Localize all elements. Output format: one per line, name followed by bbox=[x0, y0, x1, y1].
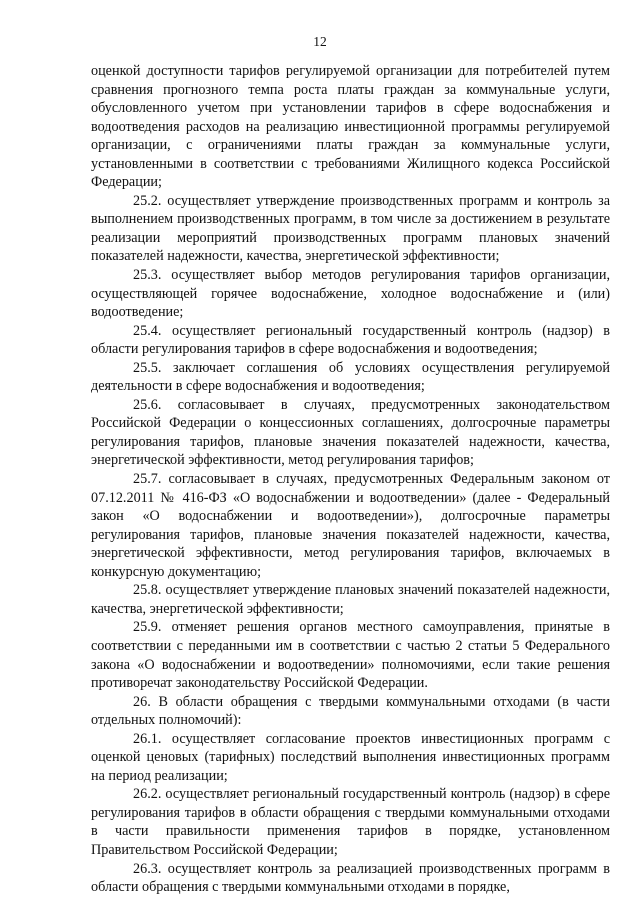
paragraph: 25.8. осуществляет утверждение плановых значений показателей надежности, качества, энергетической эффективности; bbox=[91, 582, 610, 617]
paragraph: 26.3. осуществляет контроль за реализацией производственных программ в области обращения с твердыми коммунальными отходами в порядке, bbox=[91, 860, 610, 896]
paragraph: 26. В области обращения с твердыми коммунальными отходами (в части отдельных полномочий): bbox=[91, 693, 610, 729]
paragraph: 25.4. осуществляет региональный государственный контроль (надзор) в области регулирования тарифов в сфере водоснабжения и водоотведения; bbox=[91, 322, 610, 358]
paragraph: 25.6. согласовывает в случаях, предусмотренных законодательством Российской Федерации о концессионных соглашениях, долгосрочные параметры регулирования тарифов, плановые значения показателей надежности, качества, энергетической эффективности, метод регулирования тарифов; bbox=[91, 396, 610, 469]
document-body bbox=[91, 62, 610, 897]
page-number: 12 bbox=[313, 34, 327, 49]
paragraph: 25.2. осуществляет утверждение производственных программ и контроль за выполнением производственных программ, в том числе за достижением в результате реализации мероприятий производственных программ плановых значений показателей надежности, качества, энергетической эффективности; bbox=[91, 192, 610, 265]
paragraph: 25.9. отменяет решения органов местного самоуправления, принятые в соответствии с переданными им в соответствии с частью 2 статьи 5 Федерального закона «О водоснабжении и водоотведении» полномочиями, если такие решения противоречат законодательству Российской Федерации. bbox=[91, 619, 610, 692]
paragraph: 25.3. осуществляет выбор методов регулирования тарифов организации, осуществляющей горячее водоснабжение, холодное водоснабжение и (или) водоотведение; bbox=[91, 267, 610, 321]
paragraph: 25.5. заключает соглашения об условиях осуществления регулируемой деятельности в сфере водоснабжения и водоотведения; bbox=[91, 359, 610, 395]
paragraph: 25.7. согласовывает в случаях, предусмотренных Федеральным законом от 07.12.2011 № 416-ФЗ «О водоснабжении и водоотведении» (далее - Федеральный закон «О водоснабжении и водоотведении»), долгосрочные параметры регулирования тарифов, плановые значения показателей надежности, качества, энергетической эффективности, метод регулирования тарифов, включаемых в конкурсную документацию; bbox=[91, 471, 610, 580]
paragraph: 26.1. осуществляет согласование проектов инвестиционных программ с оценкой ценовых (тарифных) последствий выполнения инвестиционных программ на период реализации; bbox=[91, 730, 610, 784]
paragraph: оценкой доступности тарифов регулируемой организации для потребителей путем сравнения прогнозного темпа роста платы граждан за коммунальные услуги, обусловленного учетом при установлении тарифов в сфере водоснабжения и водоотведения расходов на реализацию инвестиционной программы регулируемой организации, с ограничениями платы граждан за коммунальные услуги, установленными в соответствии с требованиями Жилищного кодекса Российской Федерации; bbox=[91, 63, 610, 191]
paragraph: 26.2. осуществляет региональный государственный контроль (надзор) в сфере регулирования тарифов в области обращения с твердыми коммунальными отходами в части правильности применения тарифов в порядке, установленном Правительством Российской Федерации; bbox=[91, 786, 610, 858]
